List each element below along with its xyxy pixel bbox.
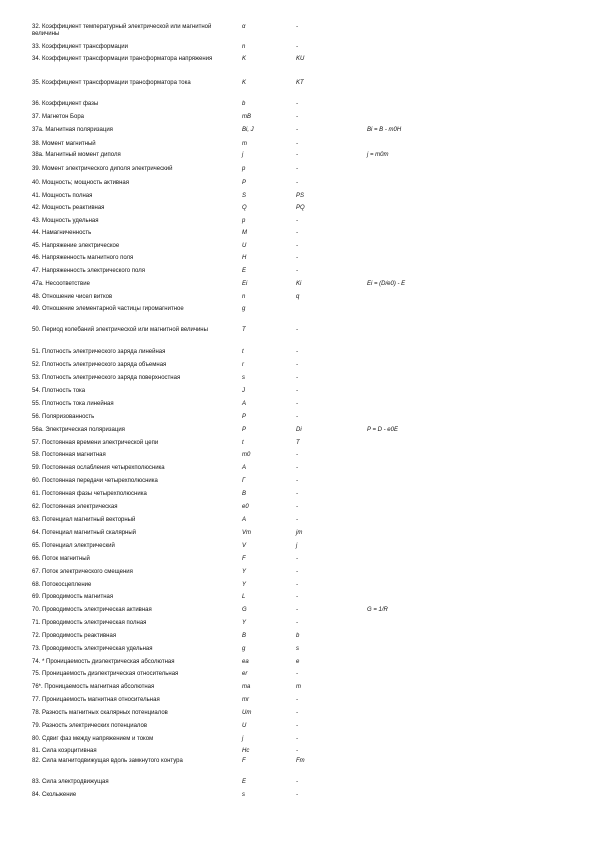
term-alt-symbol: PQ	[296, 205, 305, 211]
term-symbol: n	[242, 44, 246, 50]
term-symbol: er	[242, 671, 248, 677]
table-row	[0, 388, 595, 402]
term-alt-symbol: -	[296, 556, 298, 562]
table-row	[0, 697, 595, 711]
term-formula: Bi = B - m0H	[367, 127, 402, 133]
term-alt-symbol: -	[296, 166, 298, 172]
term-alt-symbol: -	[296, 736, 298, 742]
term-name: 81. Сила коэрцитивная	[32, 748, 97, 754]
table-row	[0, 491, 595, 505]
term-symbol: Vm	[242, 530, 251, 536]
term-name: 64. Потенциал магнитный скалярный	[32, 530, 137, 536]
term-symbol: p	[242, 166, 246, 172]
term-alt-symbol: T	[296, 440, 300, 446]
term-name: 41. Мощность полная	[32, 193, 93, 199]
term-name: 47a. Несоответствие	[32, 281, 90, 287]
term-name: 54. Плотность тока	[32, 388, 86, 394]
term-name: 45. Напряжение электрическое	[32, 243, 120, 249]
table-row	[0, 205, 595, 219]
term-name: 71. Проводимость электрическая полная	[32, 620, 147, 626]
term-alt-symbol: KT	[296, 80, 304, 86]
term-name: 35. Коэффициент трансформации трансформатора тока	[32, 80, 191, 86]
term-name: 40. Мощность; мощность активная	[32, 180, 130, 186]
term-symbol: T	[242, 327, 246, 333]
term-alt-symbol: j	[296, 543, 298, 549]
term-symbol: U	[242, 723, 247, 729]
term-symbol: n	[242, 294, 246, 300]
table-row	[0, 478, 595, 492]
term-alt-symbol: -	[296, 114, 298, 120]
term-alt-symbol: s	[296, 646, 299, 652]
term-symbol: Ei	[242, 281, 248, 287]
table-row	[0, 349, 595, 363]
term-name: 44. Намагниченность	[32, 230, 92, 236]
term-symbol: V	[242, 543, 247, 549]
term-name: 38a. Магнитный момент диполя	[32, 152, 121, 158]
term-alt-symbol: Fm	[296, 758, 305, 764]
term-alt-symbol: -	[296, 671, 298, 677]
term-name: 82. Сила магнитодвижущая вдоль замкнутого контура	[32, 758, 183, 764]
term-symbol: Y	[242, 582, 247, 588]
term-name: 42. Мощность реактивная	[32, 205, 105, 211]
term-name: 74. * Проницаемость диэлектрическая абсолютная	[32, 659, 175, 665]
term-alt-symbol: -	[296, 127, 298, 133]
term-alt-symbol: -	[296, 517, 298, 523]
term-alt-symbol: q	[296, 294, 300, 300]
term-alt-symbol: -	[296, 697, 298, 703]
term-name: 84. Скольжение	[32, 792, 77, 798]
term-name: 73. Проводимость электрическая удельная	[32, 646, 153, 652]
term-alt-symbol: Ki	[296, 281, 302, 287]
term-alt-symbol: -	[296, 792, 298, 798]
table-row	[0, 646, 595, 660]
term-name: 32. Коэффициент температурный электрической или магнитной величины	[32, 24, 212, 37]
term-name: 63. Потенциал магнитный векторный	[32, 517, 136, 523]
term-formula: Ei = (D/e0) - E	[367, 281, 406, 287]
term-name: 80. Сдвиг фаз между напряжением и током	[32, 736, 154, 742]
table-row	[0, 255, 595, 269]
term-name: 46. Напряженность магнитного поля	[32, 255, 134, 261]
term-symbol: ea	[242, 659, 249, 665]
term-symbol: e0	[242, 504, 249, 510]
term-name: 76*. Проницаемость магнитная абсолютная	[32, 684, 155, 690]
table-row	[0, 620, 595, 634]
table-row	[0, 633, 595, 647]
term-symbol: Hc	[242, 748, 250, 754]
term-name: 38. Момент магнитный	[32, 141, 96, 147]
term-symbol: B	[242, 633, 247, 639]
term-name: 70. Проводимость электрическая активная	[32, 607, 152, 613]
term-alt-symbol: -	[296, 218, 298, 224]
term-symbol: E	[242, 779, 247, 785]
term-name: 37. Магнетон Бора	[32, 114, 84, 120]
term-formula: P = D - e0E	[367, 427, 398, 433]
term-name: 66. Поток магнитный	[32, 556, 90, 562]
term-alt-symbol: -	[296, 362, 298, 368]
term-name: 56a. Электрическая поляризация	[32, 427, 125, 433]
table-row	[0, 710, 595, 724]
term-alt-symbol: -	[296, 243, 298, 249]
term-symbol: t	[242, 440, 244, 446]
table-row	[0, 427, 595, 441]
term-symbol: Y	[242, 569, 247, 575]
table-row	[0, 671, 595, 685]
term-alt-symbol: -	[296, 44, 298, 50]
term-symbol: Г	[242, 478, 246, 484]
term-symbol: Q	[242, 205, 247, 211]
table-row	[0, 792, 595, 806]
term-formula: j = m0m	[367, 152, 389, 158]
term-name: 58. Постоянная магнитная	[32, 452, 106, 458]
term-symbol: G	[242, 607, 247, 613]
table-row	[0, 414, 595, 428]
term-symbol: L	[242, 594, 246, 600]
term-symbol: P	[242, 414, 247, 420]
term-symbol: Bi, J	[242, 127, 254, 133]
term-symbol: mr	[242, 697, 249, 703]
term-alt-symbol: -	[296, 504, 298, 510]
term-name: 53. Плотность электрического заряда поверхностная	[32, 375, 181, 381]
term-alt-symbol: -	[296, 141, 298, 147]
term-symbol: H	[242, 255, 247, 261]
term-name: 72. Проводимость реактивная	[32, 633, 117, 639]
term-name: 36. Коэффициент фазы	[32, 101, 99, 107]
table-row	[0, 375, 595, 389]
term-symbol: S	[242, 193, 247, 199]
table-row	[0, 569, 595, 583]
term-symbol: b	[242, 101, 246, 107]
term-symbol: P	[242, 427, 247, 433]
term-alt-symbol: -	[296, 101, 298, 107]
term-symbol: A	[242, 517, 247, 523]
term-symbol: j	[242, 152, 244, 158]
term-name: 60. Постоянная передачи четырехполюсника	[32, 478, 158, 484]
term-alt-symbol: -	[296, 268, 298, 274]
term-name: 34. Коэффициент трансформации трансформатора напряжения	[32, 56, 213, 62]
table-row	[0, 80, 595, 94]
term-alt-symbol: jm	[296, 530, 303, 536]
term-name: 79. Разность электрических потенциалов	[32, 723, 148, 729]
table-row	[0, 152, 595, 166]
term-name: 43. Мощность удельная	[32, 218, 99, 224]
term-alt-symbol: -	[296, 255, 298, 261]
table-row	[0, 180, 595, 194]
term-name: 69. Проводимость магнитная	[32, 594, 114, 600]
term-symbol: s	[242, 792, 245, 798]
table-row	[0, 230, 595, 244]
table-row	[0, 779, 595, 793]
table-row	[0, 166, 595, 180]
term-alt-symbol: KU	[296, 56, 305, 62]
term-name: 67. Поток электрического смещения	[32, 569, 133, 575]
table-row	[0, 607, 595, 621]
term-name: 65. Потенциал электрический	[32, 543, 115, 549]
term-alt-symbol: -	[296, 230, 298, 236]
term-name: 68. Потокосцепление	[32, 582, 92, 588]
table-row	[0, 452, 595, 466]
term-alt-symbol: -	[296, 375, 298, 381]
term-name: 83. Сила электродвижущая	[32, 779, 109, 785]
term-alt-symbol: -	[296, 452, 298, 458]
term-alt-symbol: Di	[296, 427, 302, 433]
term-alt-symbol: -	[296, 349, 298, 355]
term-symbol: P	[242, 180, 247, 186]
term-symbol: r	[242, 362, 244, 368]
term-symbol: m	[242, 141, 247, 147]
term-alt-symbol: -	[296, 748, 298, 754]
term-symbol: M	[242, 230, 247, 236]
table-row	[0, 127, 595, 141]
table-row	[0, 362, 595, 376]
term-alt-symbol: -	[296, 401, 298, 407]
term-name: 48. Отношение чисел витков	[32, 294, 113, 300]
term-alt-symbol: -	[296, 152, 298, 158]
term-name: 49. Отношение элементарной частицы гиромагнитное	[32, 306, 184, 312]
term-alt-symbol: -	[296, 607, 298, 613]
term-name: 33. Коэффициент трансформации	[32, 44, 128, 50]
term-name: 52. Плотность электрического заряда объемная	[32, 362, 167, 368]
term-name: 51. Плотность электрического заряда линейная	[32, 349, 166, 355]
table-row	[0, 530, 595, 544]
term-alt-symbol: -	[296, 465, 298, 471]
term-alt-symbol: -	[296, 414, 298, 420]
term-name: 77. Проницаемость магнитная относительная	[32, 697, 160, 703]
table-row	[0, 556, 595, 570]
term-alt-symbol: -	[296, 569, 298, 575]
term-symbol: α	[242, 24, 246, 30]
table-row	[0, 56, 595, 70]
term-symbol: mB	[242, 114, 251, 120]
term-alt-symbol: e	[296, 659, 300, 665]
term-name: 75. Проницаемость диэлектрическая относительная	[32, 671, 179, 677]
term-name: 55. Плотность тока линейная	[32, 401, 114, 407]
term-alt-symbol: -	[296, 327, 298, 333]
table-row	[0, 306, 595, 320]
term-symbol: m0	[242, 452, 251, 458]
term-symbol: Um	[242, 710, 252, 716]
term-alt-symbol: -	[296, 779, 298, 785]
table-row	[0, 723, 595, 737]
term-symbol: Y	[242, 620, 247, 626]
term-symbol: F	[242, 556, 246, 562]
term-name: 47. Напряженность электрического поля	[32, 268, 145, 274]
table-row	[0, 758, 595, 772]
term-alt-symbol: -	[296, 594, 298, 600]
table-row	[0, 101, 595, 115]
term-name: 37a. Магнитная поляризация	[32, 127, 113, 133]
term-alt-symbol: -	[296, 388, 298, 394]
term-symbol: E	[242, 268, 247, 274]
table-row	[0, 594, 595, 608]
term-name: 50. Период колебаний электрической или магнитной величины	[32, 327, 208, 333]
term-alt-symbol: -	[296, 723, 298, 729]
term-symbol: A	[242, 465, 247, 471]
table-row	[0, 268, 595, 282]
term-symbol: U	[242, 243, 247, 249]
table-row	[0, 465, 595, 479]
term-alt-symbol: -	[296, 710, 298, 716]
term-alt-symbol: PS	[296, 193, 305, 199]
term-name: 57. Постоянная времени электрической цепи	[32, 440, 159, 446]
term-symbol: s	[242, 375, 245, 381]
term-symbol: B	[242, 491, 247, 497]
term-name: 39. Момент электрического диполя электрический	[32, 166, 173, 172]
term-alt-symbol: -	[296, 620, 298, 626]
table-row	[0, 24, 595, 38]
table-row	[0, 401, 595, 415]
term-symbol: t	[242, 349, 244, 355]
term-name: 59. Постоянная ослабления четырехполюсника	[32, 465, 165, 471]
table-row	[0, 504, 595, 518]
table-row	[0, 517, 595, 531]
term-name: 56. Поляризованность	[32, 414, 95, 420]
table-row	[0, 684, 595, 698]
term-name: 62. Постоянная электрическая	[32, 504, 118, 510]
table-row	[0, 543, 595, 557]
term-symbol: g	[242, 646, 246, 652]
term-alt-symbol: -	[296, 478, 298, 484]
term-alt-symbol: -	[296, 24, 298, 30]
term-alt-symbol: -	[296, 582, 298, 588]
term-symbol: p	[242, 218, 246, 224]
term-alt-symbol: b	[296, 633, 300, 639]
table-row	[0, 281, 595, 295]
term-symbol: g	[242, 306, 246, 312]
term-formula: G = 1/R	[367, 607, 388, 613]
term-symbol: j	[242, 736, 244, 742]
term-symbol: F	[242, 758, 246, 764]
term-alt-symbol: -	[296, 180, 298, 186]
term-symbol: A	[242, 401, 247, 407]
term-name: 78. Разность магнитных скалярных потенциалов	[32, 710, 168, 716]
term-alt-symbol: -	[296, 491, 298, 497]
term-symbol: J	[242, 388, 245, 394]
term-symbol: K	[242, 80, 247, 86]
table-row	[0, 114, 595, 128]
term-name: 61. Постоянная фазы четырехполюсника	[32, 491, 147, 497]
term-symbol: K	[242, 56, 247, 62]
term-symbol: ma	[242, 684, 251, 690]
term-alt-symbol: m	[296, 684, 301, 690]
table-row	[0, 327, 595, 341]
